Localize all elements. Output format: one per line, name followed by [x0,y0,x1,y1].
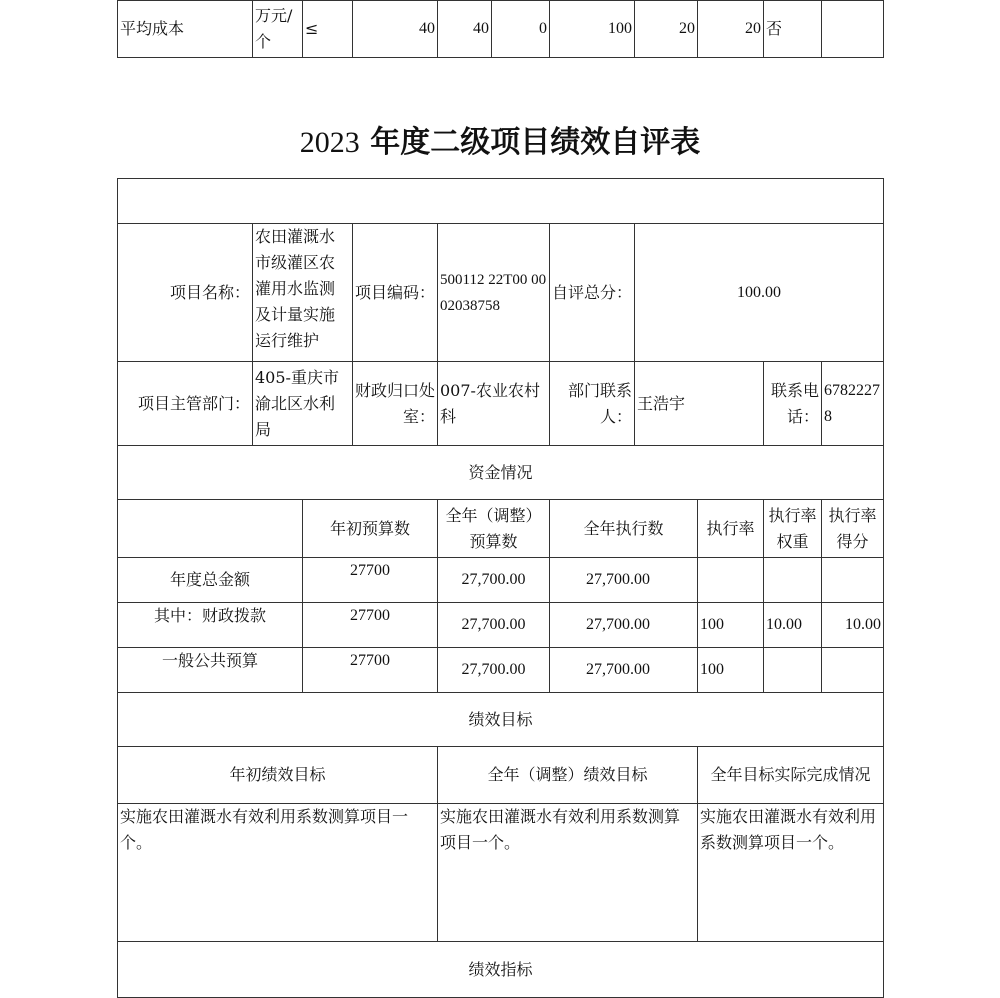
phone-label: 联系电话： [764,362,822,446]
funds-header-rate: 执行率 [698,500,764,558]
funds-row-adjusted: 27,700.00 [438,648,550,693]
funds-header-initial: 年初预算数 [303,500,438,558]
project-name-label: 项目名称： [118,224,253,362]
contact-label: 部门联系人： [550,362,635,446]
funds-header-executed: 全年执行数 [550,500,698,558]
indicator-value-4: 100 [550,1,635,58]
goals-header-actual: 全年目标实际完成情况 [698,747,884,804]
page-title [0,121,1000,165]
department-label: 项目主管部门： [118,362,253,446]
total-score: 100.00 [635,224,884,362]
phone-number: 67822278 [822,362,884,446]
funds-row-initial: 27700 [303,603,438,648]
funds-row-rate [698,558,764,603]
indicator-name: 平均成本 [118,1,253,58]
finance-office: 007-农业农村科 [438,362,550,446]
contact-person: 王浩宇 [635,362,764,446]
funds-row-label: 年度总金额 [118,558,303,603]
indicator-unit: 万元/个 [253,1,303,58]
funds-section-title: 资金情况 [118,446,884,500]
funds-row-weight [764,558,822,603]
funds-row-rate: 100 [698,648,764,693]
indicator-remark [822,1,884,58]
funds-row-label: 其中：财政拨款 [118,603,303,648]
project-code: 500112 22T00 0002038758 [438,224,550,362]
title-year: 2023 [299,126,360,159]
funds-row-score [822,558,884,603]
indicator-value-6: 20 [698,1,764,58]
funds-header-weight: 执行率权重 [764,500,822,558]
funds-row-executed: 27,700.00 [550,648,698,693]
project-name: 农田灌溉水市级灌区农灌用水监测及计量实施运行维护 [253,224,353,362]
funds-row-executed: 27,700.00 [550,603,698,648]
indicator-value-1: 40 [353,1,438,58]
self-evaluation-table [117,178,884,998]
funds-header-adjusted: 全年（调整）预算数 [438,500,550,558]
project-code-label: 项目编码： [353,224,438,362]
funds-row-score: 10.00 [822,603,884,648]
indicator-value-2: 40 [438,1,492,58]
indicator-value-3: 0 [492,1,550,58]
funds-row-score [822,648,884,693]
title-text: 年度二级项目绩效自评表 [370,125,701,160]
goals-header-initial: 年初绩效目标 [118,747,438,804]
funds-row-initial: 27700 [303,648,438,693]
funds-row-rate: 100 [698,603,764,648]
previous-table-row [117,0,884,58]
goal-initial: 实施农田灌溉水有效利用系数测算项目一个。 [118,804,438,942]
funds-row-adjusted: 27,700.00 [438,558,550,603]
funds-row-label: 一般公共预算 [118,648,303,693]
goals-section-title: 绩效目标 [118,693,884,747]
indicator-flag: 否 [764,1,822,58]
goal-adjusted: 实施农田灌溉水有效利用系数测算项目一个。 [438,804,698,942]
score-label: 自评总分： [550,224,635,362]
indicators-section-title: 绩效指标 [118,942,884,998]
goals-header-adjusted: 全年（调整）绩效目标 [438,747,698,804]
funds-header-score: 执行率得分 [822,500,884,558]
goal-actual: 实施农田灌溉水有效利用系数测算项目一个。 [698,804,884,942]
indicator-value-5: 20 [635,1,698,58]
funds-row-executed: 27,700.00 [550,558,698,603]
funds-row-initial: 27700 [303,558,438,603]
indicator-operator: ≤ [303,1,353,58]
blank-header-row [118,179,884,224]
funds-row-adjusted: 27,700.00 [438,603,550,648]
funds-row-weight: 10.00 [764,603,822,648]
funds-header-blank [118,500,303,558]
finance-office-label: 财政归口处室： [353,362,438,446]
funds-row-weight [764,648,822,693]
department: 405-重庆市渝北区水利局 [253,362,353,446]
